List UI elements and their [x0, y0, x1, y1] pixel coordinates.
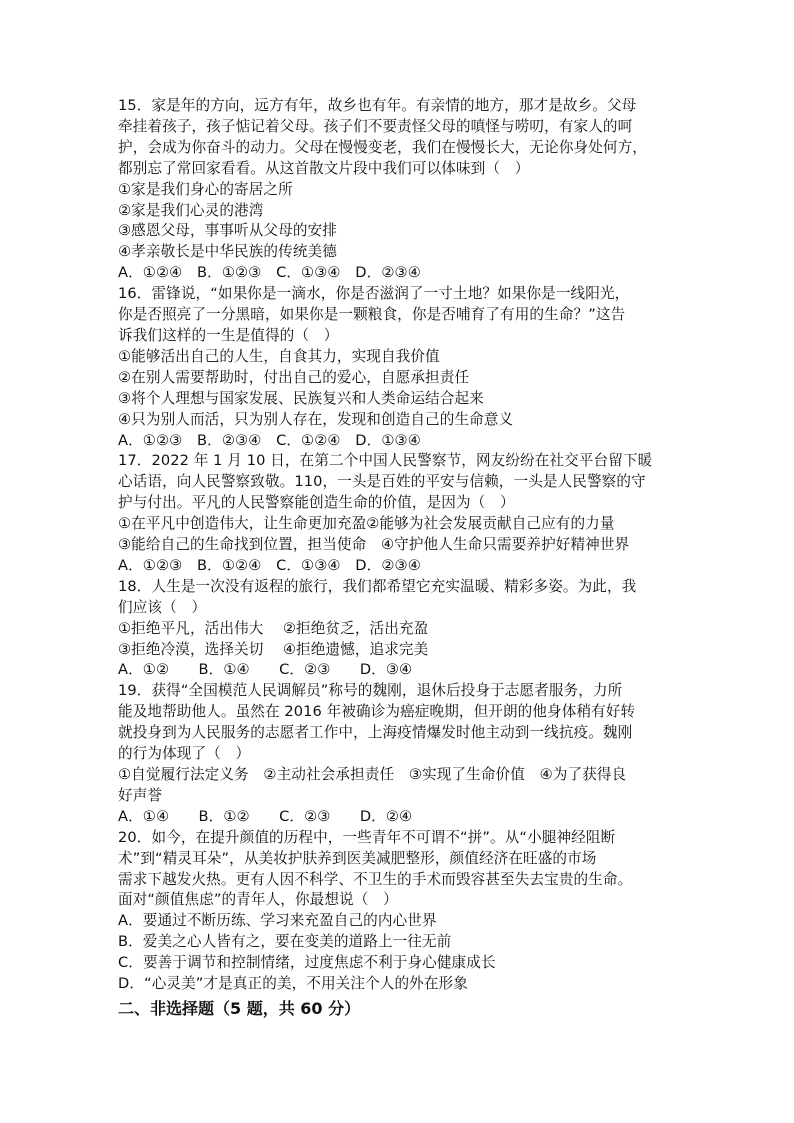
- q17-options: A．①②③ B．①②④ C．①③④ D．②③④: [118, 556, 421, 574]
- q18-stem-line-1: 18．人生是一次没有返程的旅行，我们都希望它充实温暖、精彩多姿。为此，我: [118, 577, 637, 595]
- q16-options: A．①②③ B．②③④ C．①②④ D．①③④: [118, 431, 421, 449]
- q20-option-b: B．爱美之心人皆有之，要在变美的道路上一往无前: [118, 933, 452, 951]
- q19-stem-line-4: 的行为体现了（ ）: [118, 745, 251, 763]
- q19-stem-line-1: 19．获得“全国模范人民调解员”称号的魏刚，退休后投身于志愿者服务，力所: [118, 682, 623, 700]
- q20-stem-line-3: 需求下越发火热。更有人因不科学、不卫生的手术而毁容甚至失去宝贵的生命。: [118, 870, 633, 888]
- q15-stem-line-2: 牵挂着孩子，孩子惦记着父母。孩子们不要责怪父母的嗔怪与唠叨，有家人的呵: [118, 117, 633, 135]
- q20-stem-line-4: 面对“颜值焦虑”的青年人，你最想说（ ）: [118, 891, 398, 909]
- q15-statement-4: ④孝亲敬长是中华民族的传统美德: [118, 243, 337, 261]
- document-page: [118, 96, 688, 1021]
- q15-statement-3: ③感恩父母，事事听从父母的安排: [118, 222, 337, 240]
- q15-stem-line-1: 15．家是年的方向，远方有年，故乡也有年。有亲情的地方，那才是故乡。父母: [118, 97, 637, 114]
- q17-statements-1: ①在平凡中创造伟大，让生命更加充盈②能够为社会发展贡献自己应有的力量: [118, 515, 615, 533]
- q19-statements-2: 好声誉: [118, 786, 163, 804]
- q18-stem-line-2: 们应该（ ）: [118, 598, 207, 616]
- q19-stem-line-2: 能及地帮助他人。虽然在 2016 年被确诊为癌症晚期，但开朗的他身体稍有好转: [118, 703, 636, 721]
- q15-options: A．①②④ B．①②③ C．①③④ D．②③④: [118, 264, 421, 282]
- q20-option-a: A．要通过不断历练、学习来充盈自己的内心世界: [118, 912, 437, 930]
- q15-stem-line-3: 护，会成为你奋斗的动力。父母在慢慢变老，我们在慢慢长大，无论你身处何方，: [118, 138, 647, 156]
- q17-statements-2: ③能给自己的生命找到位置，担当使命 ④守护他人生命只需要养护好精神世界: [118, 536, 630, 554]
- q18-statements-2: ③拒绝冷漠，选择关切 ④拒绝遗憾，追求完美: [118, 640, 429, 658]
- q20-option-c: C．要善于调节和控制情绪，过度焦虑不利于身心健康成长: [118, 954, 496, 972]
- q18-options: A．①② B．①④ C．②③ D．③④: [118, 661, 413, 679]
- q15-stem-line-4: 都别忘了常回家看看。从这首散文片段中我们可以体味到（ ）: [118, 159, 530, 177]
- q16-stem-line-1: 16．雷锋说，“如果你是一滴水，你是否滋润了一寸土地？如果你是一线阳光，: [118, 285, 630, 303]
- q19-stem-line-3: 就投身到为人民服务的志愿者工作中，上海疫情爆发时他主动到一线抗疫。魏刚: [118, 724, 633, 742]
- q15-statement-1: ①家是我们身心的寄居之所: [118, 180, 293, 198]
- q17-stem-line-3: 护与付出。平凡的人民警察能创造生命的价值，是因为（ ）: [118, 494, 515, 512]
- q17-stem-line-1: 17．2022 年 1 月 10 日，在第二个中国人民警察节，网友纷纷在社交平台留下暖: [118, 452, 653, 470]
- q19-options: A．①④ B．①② C．②③ D．②④: [118, 807, 413, 825]
- q20-stem-line-1: 20．如今，在提升颜值的历程中，一些青年不可谓不“拼”。从“小腿神经阻断: [118, 828, 616, 846]
- q16-statement-1: ①能够活出自己的人生，自食其力，实现自我价值: [118, 347, 440, 365]
- q17-stem-line-2: 心话语，向人民警察致敬。110，一头是百姓的平安与信赖，一头是人民警察的守: [118, 473, 646, 491]
- q18-statements-1: ①拒绝平凡，活出伟大 ②拒绝贫乏，活出充盈: [118, 619, 429, 637]
- q16-statement-4: ④只为别人而活，只为别人存在，发现和创造自己的生命意义: [118, 410, 514, 428]
- q15-statement-2: ②家是我们心灵的港湾: [118, 201, 264, 219]
- q19-statements-1: ①自觉履行法定义务 ②主动社会承担责任 ③实现了生命价值 ④为了获得良: [118, 766, 627, 783]
- section-title-non-choice: 二、非选择题（5 题，共 60 分）: [118, 998, 361, 1018]
- q20-stem-line-2: 术”到“精灵耳朵”，从美妆护肤养到医美减肥整形，颜值经济在旺盛的市场: [118, 849, 597, 867]
- q16-stem-line-2: 你是否照亮了一分黑暗，如果你是一颗粮食，你是否哺育了有用的生命？”这告: [118, 306, 626, 324]
- q16-statement-3: ③将个人理想与国家发展、民族复兴和人类命运结合起来: [118, 389, 484, 407]
- q16-statement-2: ②在别人需要帮助时，付出自己的爱心，自愿承担责任: [118, 368, 470, 386]
- q20-option-d: D．“心灵美”才是真正的美，不用关注个人的外在形象: [118, 975, 468, 993]
- q16-stem-line-3: 诉我们这样的一生是值得的（ ）: [118, 326, 339, 344]
